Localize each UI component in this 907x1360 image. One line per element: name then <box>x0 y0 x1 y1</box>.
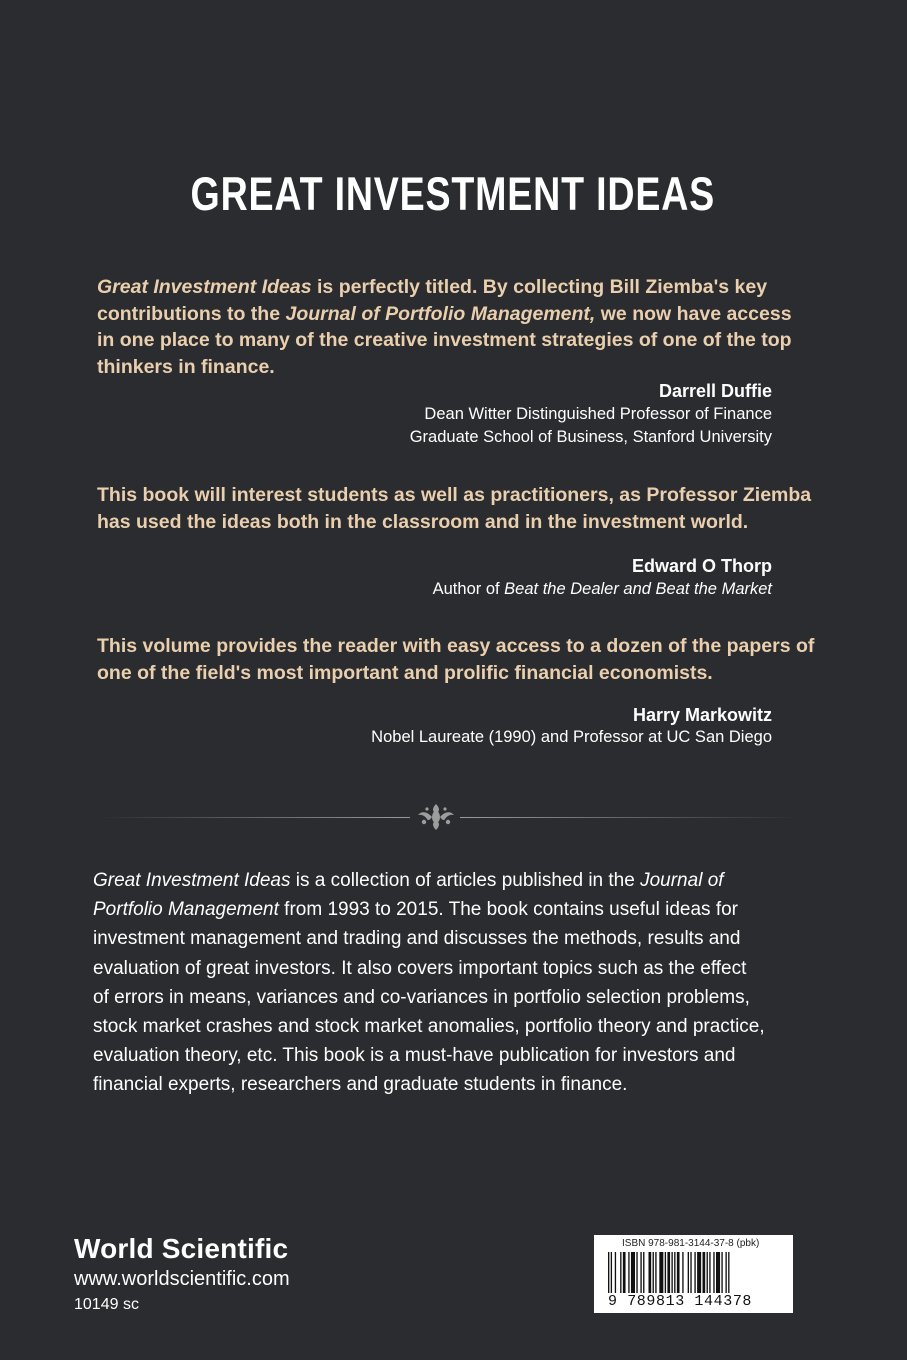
fleuron-ornament-icon <box>415 800 457 834</box>
barcode-block <box>594 1235 793 1313</box>
barcode-bar <box>611 1252 612 1298</box>
barcode-bar <box>688 1252 689 1298</box>
barcode-bar <box>677 1252 680 1298</box>
quote-line: one of the field's most important and prolific financial economists. <box>97 661 713 684</box>
barcode-bars <box>606 1252 786 1298</box>
barcode-bar <box>690 1252 691 1298</box>
publisher-name: World Scientific <box>74 1233 289 1264</box>
barcode-bar <box>653 1252 654 1298</box>
quote-line: This book will interest students as well as practitioners, as Professor Ziemba <box>97 484 812 506</box>
attribution-name: Darrell Duffie <box>658 381 772 401</box>
barcode-bar <box>649 1252 652 1298</box>
barcode-bar <box>703 1252 706 1298</box>
description-italic: Journal of <box>640 870 724 891</box>
barcode-bar <box>682 1252 683 1298</box>
quote-line: This volume provides the reader with easy access to a dozen of the papers of <box>97 635 815 657</box>
barcode-bar <box>628 1252 629 1298</box>
quote-line <box>97 274 772 301</box>
barcode-bar <box>615 1252 616 1298</box>
description-line: financial experts, researchers and graduate students in finance. <box>93 1074 628 1096</box>
barcode-bar <box>665 1252 666 1298</box>
quote-italic-journal: Journal of Portfolio Management, <box>285 302 596 325</box>
barcode-bar <box>694 1252 695 1298</box>
description-italic: Great Investment Ideas <box>93 870 291 891</box>
barcode-bar <box>728 1252 729 1298</box>
barcode-bar <box>697 1252 701 1298</box>
description-italic: Portfolio Management <box>93 899 279 921</box>
barcode-bar <box>636 1252 637 1298</box>
description-line: evaluation of great investors. It also covers important topics such as the effect <box>93 957 747 979</box>
barcode-bar <box>671 1252 672 1298</box>
barcode-bar <box>709 1252 710 1298</box>
quote-thorp <box>97 482 812 535</box>
isbn-label: ISBN 978-981-3144-37-8 (pbk) <box>622 1238 760 1249</box>
quote-italic-title: Great Investment Ideas <box>97 276 312 298</box>
barcode-bar <box>623 1252 626 1298</box>
divider-rule-right <box>460 817 800 818</box>
barcode-bar <box>713 1252 714 1298</box>
quote-line <box>97 354 772 381</box>
book-title: GREAT INVESTMENT IDEAS <box>190 167 716 220</box>
quote-line <box>97 301 792 328</box>
attribution-role: Nobel Laureate (1990) and Professor at UC San Diego <box>371 728 772 746</box>
quote-text: is perfectly titled. By collecting Bill Ziemba's key <box>311 276 768 298</box>
description-line <box>93 866 783 895</box>
catalog-code: 10149 sc <box>74 1296 139 1313</box>
quote-duffie <box>97 274 792 380</box>
barcode-bar <box>721 1252 722 1298</box>
divider-rule-left <box>100 817 410 818</box>
barcode-bar <box>667 1252 670 1298</box>
quote-text: in one place to many of the creative investment strategies of one of the top <box>97 329 792 351</box>
barcode-bar <box>620 1252 621 1298</box>
quote-line <box>97 327 792 354</box>
role-book-titles: Beat the Dealer and Beat the Market <box>504 580 772 598</box>
role-prefix: Author of <box>432 580 505 598</box>
quote-text: thinkers in finance. <box>97 355 275 378</box>
attribution-name: Harry Markowitz <box>632 705 772 725</box>
attribution-role: Dean Witter Distinguished Professor of Finance <box>424 405 772 423</box>
quote-text: we now have access <box>595 302 792 325</box>
description-line: evaluation theory, etc. This book is a must-have publication for investors and <box>93 1045 736 1067</box>
barcode-bar <box>725 1252 726 1298</box>
quote-line: has used the ideas both in the classroom and in the investment world. <box>97 510 749 533</box>
publisher-website[interactable]: www.worldscientific.com <box>74 1268 290 1290</box>
barcode-bar <box>608 1252 609 1298</box>
barcode-number: 9 789813 144378 <box>608 1293 784 1311</box>
barcode-bar <box>707 1252 708 1298</box>
description-line: stock market crashes and stock market anomalies, portfolio theory and practice, <box>93 1016 765 1038</box>
barcode-bar <box>631 1252 635 1298</box>
quote-markowitz <box>97 633 815 686</box>
barcode-bar <box>716 1252 720 1298</box>
barcode-bar <box>640 1252 641 1298</box>
barcode-bar <box>643 1252 644 1298</box>
attribution-role: Graduate School of Business, Stanford University <box>409 428 772 446</box>
description-line <box>93 895 783 924</box>
barcode-bar <box>674 1252 675 1298</box>
description-line: of errors in means, variances and co-variances in portfolio selection problems, <box>93 986 750 1008</box>
description-line: investment management and trading and discusses the methods, results and <box>93 928 741 950</box>
barcode-bar <box>655 1252 656 1298</box>
book-description <box>93 866 783 1100</box>
description-text: is a collection of articles published in the <box>290 870 641 891</box>
attribution-name: Edward O Thorp <box>631 556 772 576</box>
quote-text: contributions to the <box>97 302 286 325</box>
description-text: from 1993 to 2015. The book contains useful ideas for <box>278 899 738 921</box>
attribution-role <box>433 580 772 599</box>
barcode-bar <box>659 1252 663 1298</box>
